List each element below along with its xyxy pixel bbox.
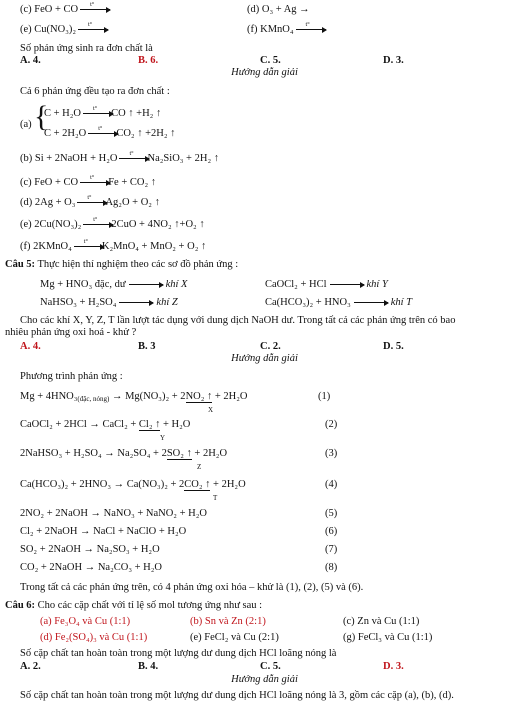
scheme-2: CaOCl₂ + HCl khí Y xyxy=(265,279,388,290)
pair-c: (c) Zn và Cu (1:1) xyxy=(343,616,420,627)
label-y: Y xyxy=(160,434,166,442)
curly-brace: { xyxy=(34,100,49,133)
q5-option-c: C. 2. xyxy=(260,341,281,352)
eq-a-label: (a) xyxy=(20,119,32,130)
final-answer: Số cặp chất tan hoàn toàn trong một lượng dư dung dịch HCl loãng nóng là 3, gồm các cặp (a), (b), (d). xyxy=(20,690,454,701)
scheme-1: Mg + HNO₃ đặc, dư khí X xyxy=(40,279,188,290)
equations-title: Phương trình phản ứng : xyxy=(20,371,123,382)
q6-option-d-correct: D. 3. xyxy=(383,661,404,672)
option-d: D. 3. xyxy=(383,55,404,66)
eq-b: (b) Si + 2NaOH + H₂O $^{t^\circ}$ Na₂SiO₃ + 2H₂ ↑ xyxy=(20,151,219,164)
question-5-line-1: Cho các khí X, Y, Z, T lần lượt tác dụng với dung dịch NaOH dư. Trong tất cả các phản ứng trên có bao xyxy=(20,315,456,326)
q6-option-c: C. 5. xyxy=(260,661,281,672)
equation-2: CaOCl₂ + 2HCl → CaCl₂ + Cl₂ ↑ + H₂O xyxy=(20,419,191,430)
pair-b: (b) Sn và Zn (2:1) xyxy=(190,616,266,627)
solution-intro: Cả 6 phản ứng đều tạo ra đơn chất : xyxy=(20,86,170,97)
question-5: Câu 5: Thực hiện thí nghiệm theo các sơ đồ phản ứng : xyxy=(5,259,239,270)
guide-heading: Hướng dẫn giải xyxy=(231,67,298,78)
reaction-d-top: (d) O₃ + Ag → xyxy=(247,4,310,15)
eq-num-7: (7) xyxy=(325,544,338,555)
guide-heading-3: Hướng dẫn giải xyxy=(231,674,298,685)
pair-a: (a) Fe₃O₄ và Cu (1:1) xyxy=(40,616,131,627)
pair-d: (d) Fe₂(SO₄)₃ và Cu (1:1) xyxy=(40,632,148,643)
question-6: Câu 6: Cho các cặp chất với tỉ lệ số mol tương ứng như sau : xyxy=(5,600,263,611)
scheme-4: Ca(HCO₃)₂ + HNO₃ khí T xyxy=(265,297,413,308)
eq-e: (e) 2Cu(NO₃)₂ $^{t^\circ}$ 2CuO + 4NO₂ ↑+O₂ ↑ xyxy=(20,217,205,230)
question-text: Số phản ứng sinh ra đơn chất là xyxy=(20,43,153,54)
question-5-line-2: nhiêu phản ứng oxi hoá - khử ? xyxy=(5,327,137,338)
option-a: A. 4. xyxy=(20,55,41,66)
equation-3: 2NaHSO₃ + H₂SO₄ → Na₂SO₄ + 2SO₂ ↑ + 2H₂O xyxy=(20,448,228,459)
eq-num-6: (6) xyxy=(325,526,338,537)
eq-num-3: (3) xyxy=(325,448,338,459)
conclusion: Trong tất cả các phản ứng trên, có 4 phản ứng oxi hóa – khử là (1), (2), (5) và (6). xyxy=(20,582,364,593)
eq-c: (c) FeO + CO $^{t^\circ}$ Fe + CO₂ ↑ xyxy=(20,175,156,188)
equation-1: $Mg + 4HNO_3_{(đặc, nóng)} \to Mg(NO_3)_2 + 2NO_2$ ↑ + 2H₂O xyxy=(20,391,248,403)
q6-option-a: A. 2. xyxy=(20,661,41,672)
label-x: X xyxy=(208,406,214,414)
q5-option-b: B. 3 xyxy=(138,341,156,352)
equation-8: CO₂ + 2NaOH → Na₂CO₃ + H₂O xyxy=(20,562,162,573)
equation-7: SO₂ + 2NaOH → Na₂SO₃ + H₂O xyxy=(20,544,160,555)
q6-option-b: B. 4. xyxy=(138,661,159,672)
equation-6: Cl₂ + 2NaOH → NaCl + NaClO + H₂O xyxy=(20,526,187,537)
reaction-e-top: (e) Cu(NO₃)₂ $^{t^\circ}$ xyxy=(20,24,106,37)
label-z: Z xyxy=(197,463,202,471)
equation-5: 2NO₂ + 2NaOH → NaNO₃ + NaNO₂ + H₂O xyxy=(20,508,207,519)
guide-heading-2: Hướng dẫn giải xyxy=(231,353,298,364)
label-t: T xyxy=(213,494,218,502)
option-b-correct: B. 6. xyxy=(138,55,159,66)
q5-option-a-correct: A. 4. xyxy=(20,341,41,352)
eq-num-1: (1) xyxy=(318,391,331,402)
scheme-3: NaHSO₃ + H₂SO₄ khí Z xyxy=(40,297,178,308)
pair-e: (e) FeCl₂ và Cu (2:1) xyxy=(190,632,279,643)
eq-a1: C + H₂O $^{t^\circ}$ CO ↑ +H₂ ↑ xyxy=(44,106,162,119)
option-c: C. 5. xyxy=(260,55,281,66)
eq-num-8: (8) xyxy=(325,562,338,573)
eq-num-5: (5) xyxy=(325,508,338,519)
eq-d: (d) 2Ag + O₃ $^{t^\circ}$ Ag₂O + O₂ ↑ xyxy=(20,195,160,208)
eq-num-2: (2) xyxy=(325,419,338,430)
eq-num-4: (4) xyxy=(325,479,338,490)
question-6-text: Số cặp chất tan hoàn toàn trong một lượng dư dung dịch HCl loãng nóng là xyxy=(20,648,337,659)
eq-a2: C + 2H₂O $^{t^\circ}$ CO₂ ↑ +2H₂ ↑ xyxy=(44,126,176,139)
q5-option-d: D. 5. xyxy=(383,341,404,352)
pair-g: (g) FeCl₃ và Cu (1:1) xyxy=(343,632,433,643)
eq-f: (f) 2KMnO₄ $^{t^\circ}$ K₂MnO₄ + MnO₂ + O₂ ↑ xyxy=(20,239,207,252)
reaction-c-top: (c) FeO + CO $^{t^\circ}$ xyxy=(20,4,108,17)
reaction-f-top: (f) KMnO₄ $^{t^\circ}$ xyxy=(247,24,324,37)
equation-4: Ca(HCO₃)₂ + 2HNO₃ → Ca(NO₃)₂ + 2CO₂ ↑ + 2H₂O xyxy=(20,479,246,490)
